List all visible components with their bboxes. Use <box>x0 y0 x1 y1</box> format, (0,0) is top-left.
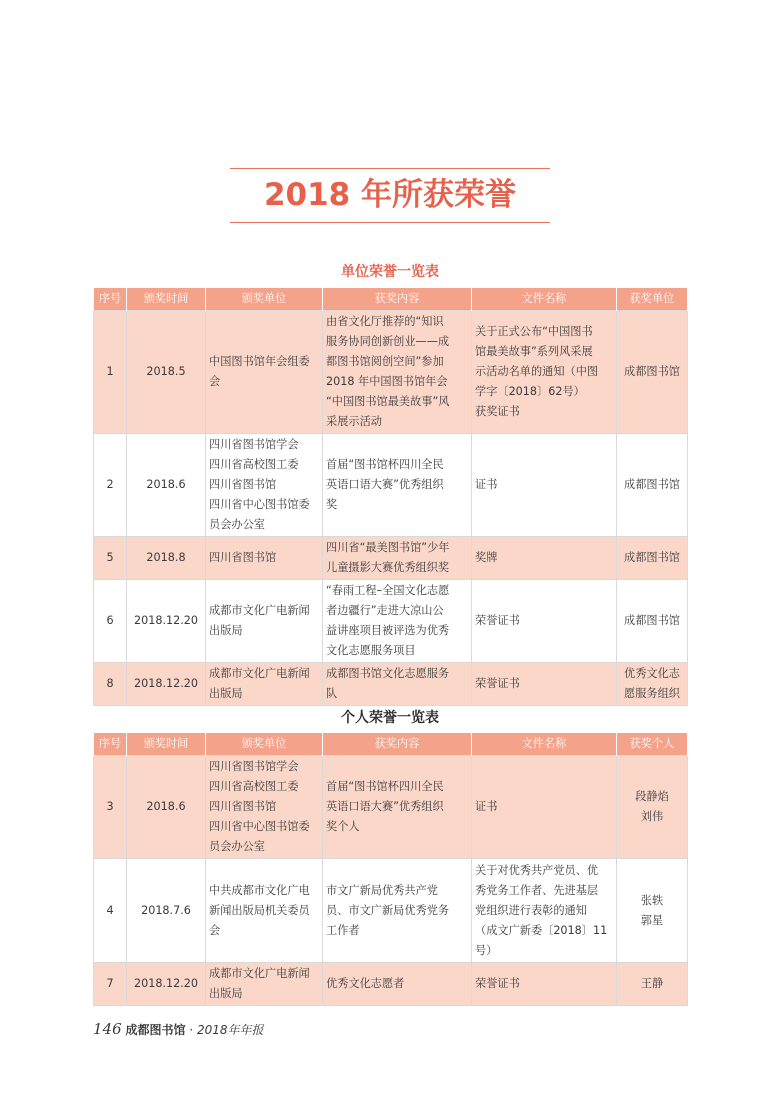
award-date-cell: 2018.12.20 <box>127 663 206 706</box>
award-content-cell <box>323 963 472 1006</box>
title-rule-top <box>230 168 550 169</box>
award-date-cell: 2018.12.20 <box>127 580 206 663</box>
document-name-line: 荣誉证书 <box>475 977 520 990</box>
award-winner-line: 成都图书馆 <box>624 365 680 378</box>
award-winner-line: 成都图书馆 <box>624 614 680 627</box>
document-name-line: 秀党务工作者、先进基层 <box>475 883 599 897</box>
issuing-unit-cell <box>206 580 323 663</box>
table-header-row <box>94 288 688 311</box>
column-header: 文件名称 <box>472 288 617 311</box>
award-winner-cell <box>617 537 688 580</box>
table-row <box>94 756 688 859</box>
award-content-cell <box>323 756 472 859</box>
issuing-unit-line: 会 <box>209 375 221 388</box>
award-content-line: 英语口语大赛”优秀组织 <box>326 800 444 813</box>
document-name-line: 关于对优秀共产党员、优 <box>475 863 599 877</box>
issuing-unit-cell <box>206 537 323 580</box>
issuing-unit-line: 四川省图书馆 <box>209 478 277 491</box>
document-name-line: 馆最美故事”系列风采展 <box>475 345 593 358</box>
column-header: 获奖内容 <box>323 288 472 311</box>
column-header: 颁奖时间 <box>127 288 206 311</box>
award-winner-line: 张轶 <box>640 893 664 907</box>
row-number-cell: 1 <box>94 311 127 434</box>
award-content-line: 队 <box>326 687 338 700</box>
award-content-cell <box>323 580 472 663</box>
issuing-unit-line: 四川省高校图工委 <box>209 458 299 471</box>
issuing-unit-cell <box>206 859 323 963</box>
award-content-cell <box>323 311 472 434</box>
document-name-cell <box>472 756 617 859</box>
award-date-cell: 2018.6 <box>127 756 206 859</box>
issuing-unit-line: 四川省高校图工委 <box>209 780 299 793</box>
award-content-line: 市文广新局优秀共产党 <box>326 883 438 897</box>
award-content-line: 优秀文化志愿者 <box>326 977 405 990</box>
award-content-line: 英语口语大赛”优秀组织 <box>326 478 444 491</box>
row-number-cell: 4 <box>94 859 127 963</box>
issuing-unit-line: 员会办公室 <box>209 840 265 853</box>
award-content-line: 奖 <box>326 498 338 511</box>
table-header-row <box>94 733 688 756</box>
unit-table-title: 单位荣誉一览表 <box>341 264 439 280</box>
column-header: 颁奖单位 <box>206 288 323 311</box>
award-content-line: “中国图书馆最美故事”风 <box>326 395 450 408</box>
award-winner-cell <box>617 663 688 706</box>
personal-table-title: 个人荣誉一览表 <box>341 710 439 726</box>
award-content-line: 文化志愿服务项目 <box>326 644 416 657</box>
award-winner-line: 成都图书馆 <box>624 551 680 564</box>
issuing-unit-line: 出版局 <box>209 687 243 700</box>
table-row <box>94 537 688 580</box>
issuing-unit-line: 出版局 <box>209 987 243 1000</box>
issuing-unit-cell <box>206 756 323 859</box>
award-winner-line: 优秀文化志 <box>624 667 680 680</box>
row-number-cell: 8 <box>94 663 127 706</box>
award-content-line: 益讲座项目被评选为优秀 <box>326 624 450 637</box>
award-content-line: 员、市文广新局优秀党务 <box>326 903 450 917</box>
document-name-line: （成文广新委〔2018〕11 <box>475 923 608 937</box>
award-content-cell <box>323 859 472 963</box>
award-content-cell <box>323 663 472 706</box>
document-name-line: 证书 <box>475 478 498 491</box>
table-row <box>94 311 688 434</box>
award-date-cell: 2018.7.6 <box>127 859 206 963</box>
issuing-unit-line: 四川省图书馆 <box>209 551 277 564</box>
document-name-cell <box>472 580 617 663</box>
table-row <box>94 434 688 537</box>
footer-report-name: 2018年年报 <box>196 1023 264 1037</box>
award-content-line: 首届“图书馆杯四川全民 <box>326 458 444 471</box>
document-name-line: 学字〔2018〕62号） <box>475 385 585 398</box>
award-winner-line: 愿服务组织 <box>624 687 680 700</box>
column-header: 获奖个人 <box>617 733 688 756</box>
document-name-line: 获奖证书 <box>475 405 520 418</box>
unit-honors-table <box>93 288 688 706</box>
award-content-line: 成都图书馆文化志愿服务 <box>326 667 450 680</box>
award-content-line: 首届“图书馆杯四川全民 <box>326 780 444 793</box>
personal-honors-table <box>93 733 688 1006</box>
award-content-line: 者边疆行”走进大凉山公 <box>326 604 444 617</box>
issuing-unit-cell <box>206 963 323 1006</box>
issuing-unit-line: 四川省中心图书馆委 <box>209 498 310 511</box>
award-winner-cell <box>617 311 688 434</box>
issuing-unit-line: 四川省中心图书馆委 <box>209 820 310 833</box>
issuing-unit-line: 成都市文化广电新闻 <box>209 967 310 980</box>
issuing-unit-cell <box>206 434 323 537</box>
award-winner-line: 郭星 <box>640 913 664 927</box>
award-content-line: 四川省“最美图书馆”少年 <box>326 541 450 554</box>
award-winner-line: 成都图书馆 <box>624 478 680 491</box>
award-content-line: 服务协同创新创业——成 <box>326 335 450 348</box>
page-footer <box>93 1020 264 1038</box>
award-winner-line: 王静 <box>640 977 664 990</box>
issuing-unit-line: 成都市文化广电新闻 <box>209 667 310 680</box>
award-content-line: 采展示活动 <box>326 415 382 428</box>
table-row <box>94 963 688 1006</box>
issuing-unit-line: 中共成都市文化广电 <box>209 883 310 897</box>
issuing-unit-line: 出版局 <box>209 624 243 637</box>
award-content-line: 由省文化厅推荐的“知识 <box>326 315 444 328</box>
footer-library-name: 成都图书馆 <box>125 1023 186 1037</box>
table-row <box>94 859 688 963</box>
issuing-unit-line: 会 <box>209 923 221 937</box>
award-content-cell <box>323 537 472 580</box>
award-date-cell: 2018.5 <box>127 311 206 434</box>
document-name-cell <box>472 663 617 706</box>
award-content-cell <box>323 434 472 537</box>
title-rule-bottom <box>230 222 550 223</box>
award-date-cell: 2018.6 <box>127 434 206 537</box>
table-row <box>94 663 688 706</box>
column-header: 序号 <box>94 733 127 756</box>
row-number-cell: 2 <box>94 434 127 537</box>
document-name-line: 号） <box>475 943 498 957</box>
issuing-unit-line: 员会办公室 <box>209 518 265 531</box>
document-name-line: 党组织进行表彰的通知 <box>475 903 587 917</box>
page-title: 2018 年所获荣誉 <box>263 177 517 213</box>
row-number-cell: 6 <box>94 580 127 663</box>
column-header: 获奖内容 <box>323 733 472 756</box>
document-name-line: 关于正式公布“中国图书 <box>475 325 593 338</box>
issuing-unit-line: 新闻出版局机关委员 <box>209 903 310 917</box>
issuing-unit-cell <box>206 663 323 706</box>
award-date-cell: 2018.8 <box>127 537 206 580</box>
row-number-cell: 7 <box>94 963 127 1006</box>
document-name-cell <box>472 537 617 580</box>
award-content-line: 都图书馆阅创空间”参加 <box>326 355 444 368</box>
award-winner-cell <box>617 963 688 1006</box>
document-name-cell <box>472 434 617 537</box>
issuing-unit-cell <box>206 311 323 434</box>
footer-separator: · <box>189 1023 194 1037</box>
award-content-line: 奖个人 <box>326 820 360 833</box>
document-name-cell <box>472 859 617 963</box>
award-content-line: “春雨工程–全国文化志愿 <box>326 584 450 597</box>
column-header: 颁奖时间 <box>127 733 206 756</box>
issuing-unit-line: 四川省图书馆学会 <box>209 438 299 451</box>
issuing-unit-line: 成都市文化广电新闻 <box>209 604 310 617</box>
column-header: 获奖单位 <box>617 288 688 311</box>
award-content-line: 2018 年中国图书馆年会 <box>326 375 448 388</box>
document-name-line: 证书 <box>475 800 498 813</box>
award-winner-cell <box>617 859 688 963</box>
column-header: 文件名称 <box>472 733 617 756</box>
table-row <box>94 580 688 663</box>
row-number-cell: 5 <box>94 537 127 580</box>
document-name-line: 荣誉证书 <box>475 677 520 690</box>
row-number-cell: 3 <box>94 756 127 859</box>
award-winner-line: 段静焰 <box>635 790 669 803</box>
document-name-line: 荣誉证书 <box>475 614 520 627</box>
page-number: 146 <box>93 1020 122 1038</box>
column-header: 序号 <box>94 288 127 311</box>
award-content-line: 儿童摄影大赛优秀组织奖 <box>326 561 450 574</box>
document-name-line: 示活动名单的通知（中图 <box>475 365 599 378</box>
document-name-cell <box>472 311 617 434</box>
issuing-unit-line: 四川省图书馆学会 <box>209 760 299 773</box>
award-winner-cell <box>617 434 688 537</box>
award-date-cell: 2018.12.20 <box>127 963 206 1006</box>
award-content-line: 工作者 <box>326 923 360 937</box>
award-winner-cell <box>617 580 688 663</box>
award-winner-line: 刘伟 <box>640 810 664 823</box>
column-header: 颁奖单位 <box>206 733 323 756</box>
award-winner-cell <box>617 756 688 859</box>
issuing-unit-line: 四川省图书馆 <box>209 800 277 813</box>
issuing-unit-line: 中国图书馆年会组委 <box>209 355 310 368</box>
document-name-cell <box>472 963 617 1006</box>
document-name-line: 奖牌 <box>475 551 498 564</box>
